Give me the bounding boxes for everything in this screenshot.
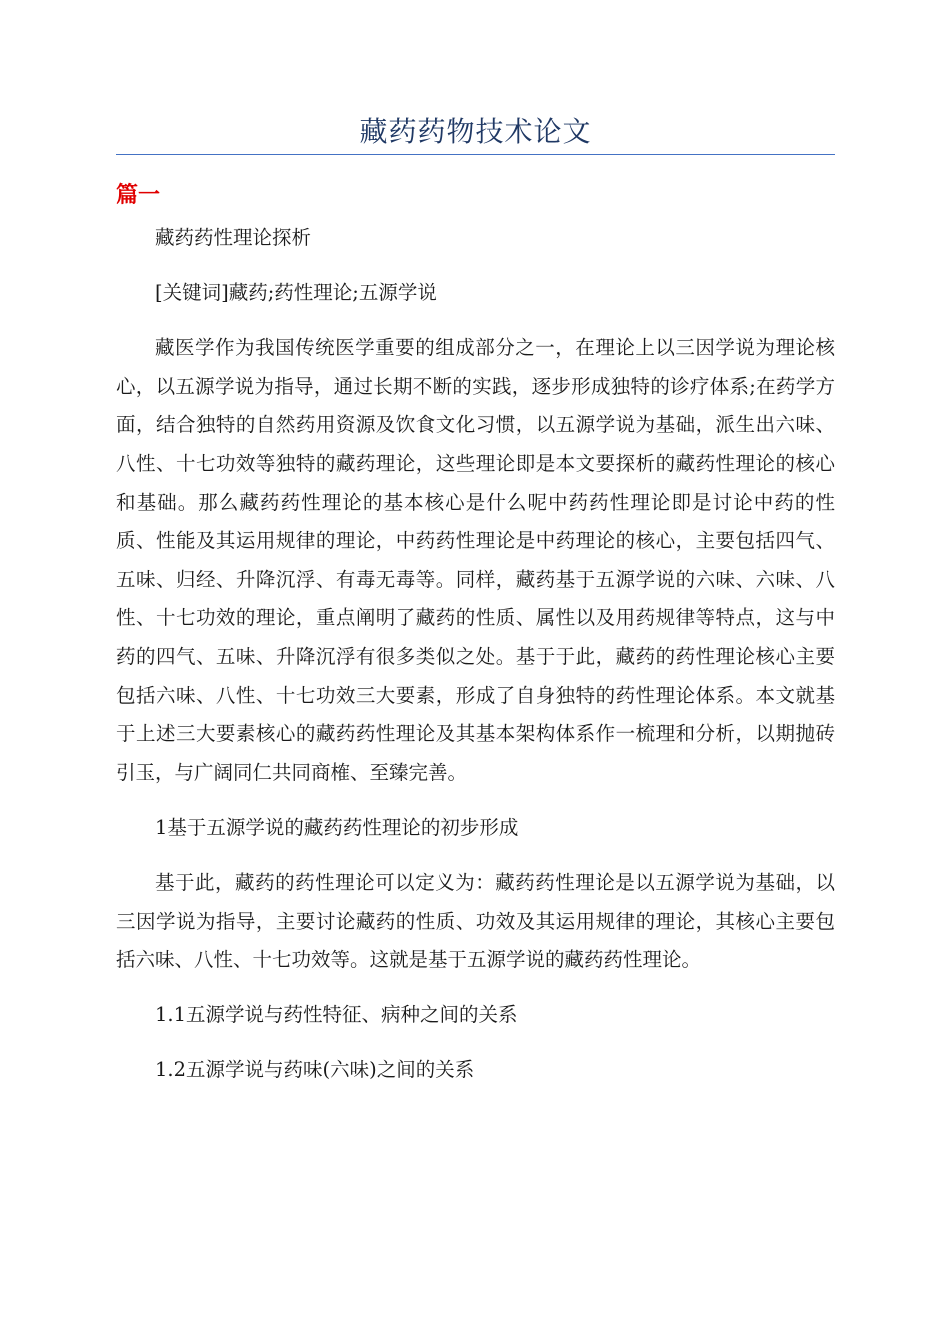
document-body (116, 219, 835, 1106)
section-1-heading: 1基于五源学说的藏药药性理论的初步形成 (155, 815, 519, 839)
section-1-paragraph: 基于此，藏药的药性理论可以定义为：藏药药性理论是以五源学说为基础，以三因学说为指导，主要讨论藏药的性质、功效及其运用规律的理论，其核心主要包括六味、八性、十七功效等。这就是基于五源学说的藏药药性理论。 (116, 870, 835, 972)
intro-paragraph: 藏医学作为我国传统医学重要的组成部分之一，在理论上以三因学说为理论核心，以五源学说为指导，通过长期不断的实践，逐步形成独特的诊疗体系;在药学方面，结合独特的自然药用资源及饮食文化习惯，以五源学说为基础，派生出六味、八性、十七功效等独特的藏药理论，这些理论即是本文要探析的藏药性理论的核心和基础。那么藏药药性理论的基本核心是什么呢中药药性理论即是讨论中药的性质、性能及其运用规律的理论，中药药性理论是中药理论的核心，主要包括四气、五味、归经、升降沉浮、有毒无毒等。同样，藏药基于五源学说的六味、六味、八性、十七功效的理论，重点阐明了藏药的性质、属性以及用药规律等特点，这与中药的四气、五味、升降沉浮有很多类似之处。基于于此，藏药的药性理论核心主要包括六味、八性、十七功效三大要素，形成了自身独特的药性理论体系。本文就基于上述三大要素核心的藏药药性理论及其基本架构体系作一梳理和分析，以期抛砖引玉，与广阔同仁共同商榷、至臻完善。 (116, 336, 835, 784)
subsection-1-2-heading: 1.2五源学说与药味(六味)之间的关系 (155, 1058, 475, 1082)
keywords-line: [关键词]藏药;药性理论;五源学说 (155, 281, 437, 305)
title-underline (116, 154, 835, 155)
paper-title: 藏药药性理论探析 (155, 226, 312, 249)
document-title: 藏药药物技术论文 (359, 115, 592, 148)
subsection-1-1-heading: 1.1五源学说与药性特征、病种之间的关系 (155, 1003, 518, 1027)
section-heading: 篇一 (116, 182, 161, 208)
